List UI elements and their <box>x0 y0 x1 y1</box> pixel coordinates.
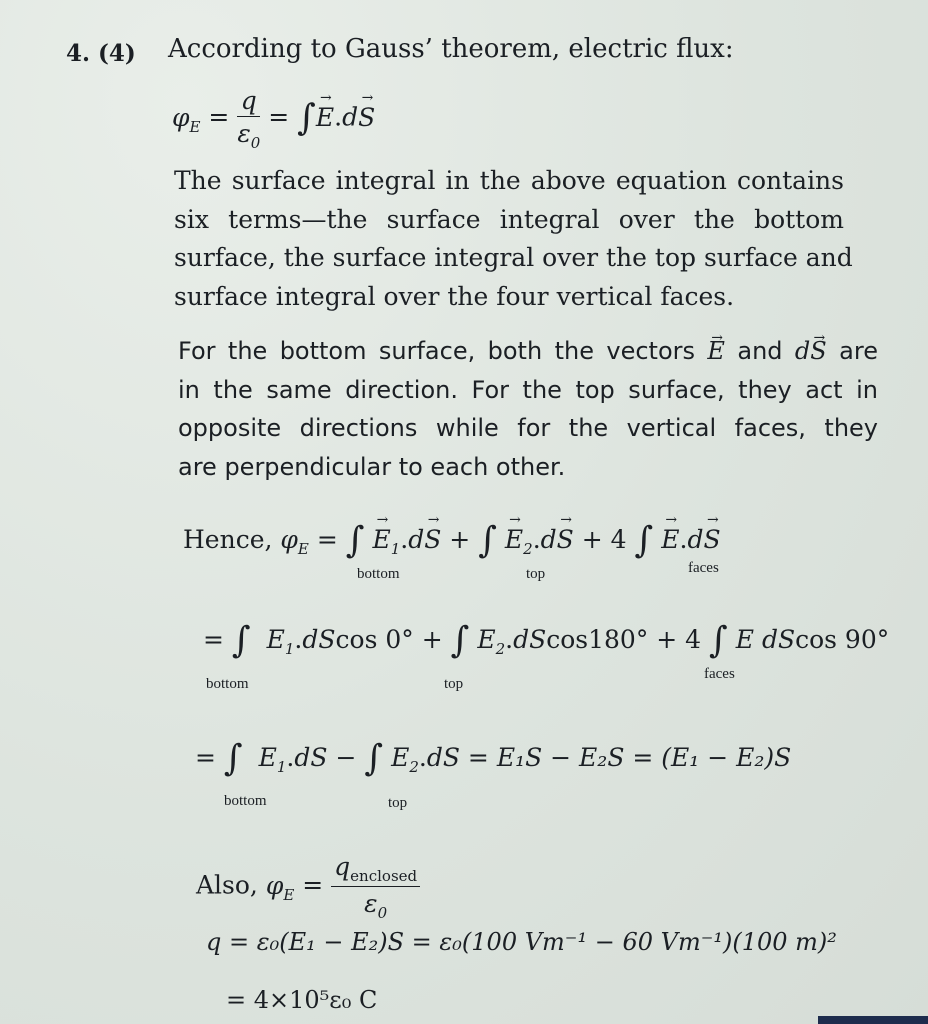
limit-faces: faces <box>688 560 719 576</box>
question-heading: According to Gauss’ theorem, electric flux: <box>168 34 734 64</box>
limit-top: top <box>444 676 464 692</box>
paragraph-surface-terms <box>174 162 853 316</box>
simplified-equation: = ∫ $E_1.dS$ − ∫ $E_2.dS = E_1S - E_2S = (E_1 - E_2)S$ <box>195 738 792 779</box>
cosine-equation: = ∫ $E_1.dScos$ 0° + ∫ $E_2.dScos180^\circ + 4$ ∫ E dScos 90° <box>203 620 890 661</box>
text-line: six terms—the surface integral over the bottom <box>174 204 844 234</box>
also-equation: Also, $\varphi_E$ = $\frac{q_{enclosed}}{\varepsilon_0}$ <box>196 852 420 922</box>
text-line: surface integral over the four vertical faces. <box>174 281 735 311</box>
gauss-equation: $\varphi_E$ = $\frac{q}{\varepsilon_0}$ = ∫→ E.d→ S <box>172 86 375 152</box>
hence-equation: Hence, $\varphi_E$ = ∫ → $E_1.d\to S$ + ∫ → $E_2.d\to S + 4$ ∫ → E.d→ S <box>183 520 721 561</box>
result-equation: = 4×10⁵ε₀ C <box>226 986 378 1014</box>
question-number: 4. (4) <box>66 40 136 67</box>
limit-faces: faces <box>704 666 735 682</box>
text-line: For the bottom surface, both the vectors → E and d→ S are <box>178 332 878 371</box>
text-line: in the same direction. For the top surface, they act in <box>178 375 878 404</box>
limit-bottom: bottom <box>206 676 249 692</box>
paragraph-directions <box>178 332 878 486</box>
page-edge-strip <box>818 1016 928 1024</box>
limit-bottom: bottom <box>357 566 400 582</box>
limit-top: top <box>526 566 546 582</box>
text-line: are perpendicular to each other. <box>178 452 566 481</box>
limit-bottom: bottom <box>224 793 267 809</box>
text-line: opposite directions while for the vertical faces, they <box>178 414 878 442</box>
limit-top: top <box>388 795 408 811</box>
text-line: surface, the surface integral over the top surface and <box>174 243 853 272</box>
charge-equation: q = ε₀(E₁ − E₂)S = ε₀(100 Vm⁻¹ − 60 Vm⁻¹)(100 m)² <box>206 928 837 956</box>
text-line: The surface integral in the above equation contains <box>174 166 844 195</box>
